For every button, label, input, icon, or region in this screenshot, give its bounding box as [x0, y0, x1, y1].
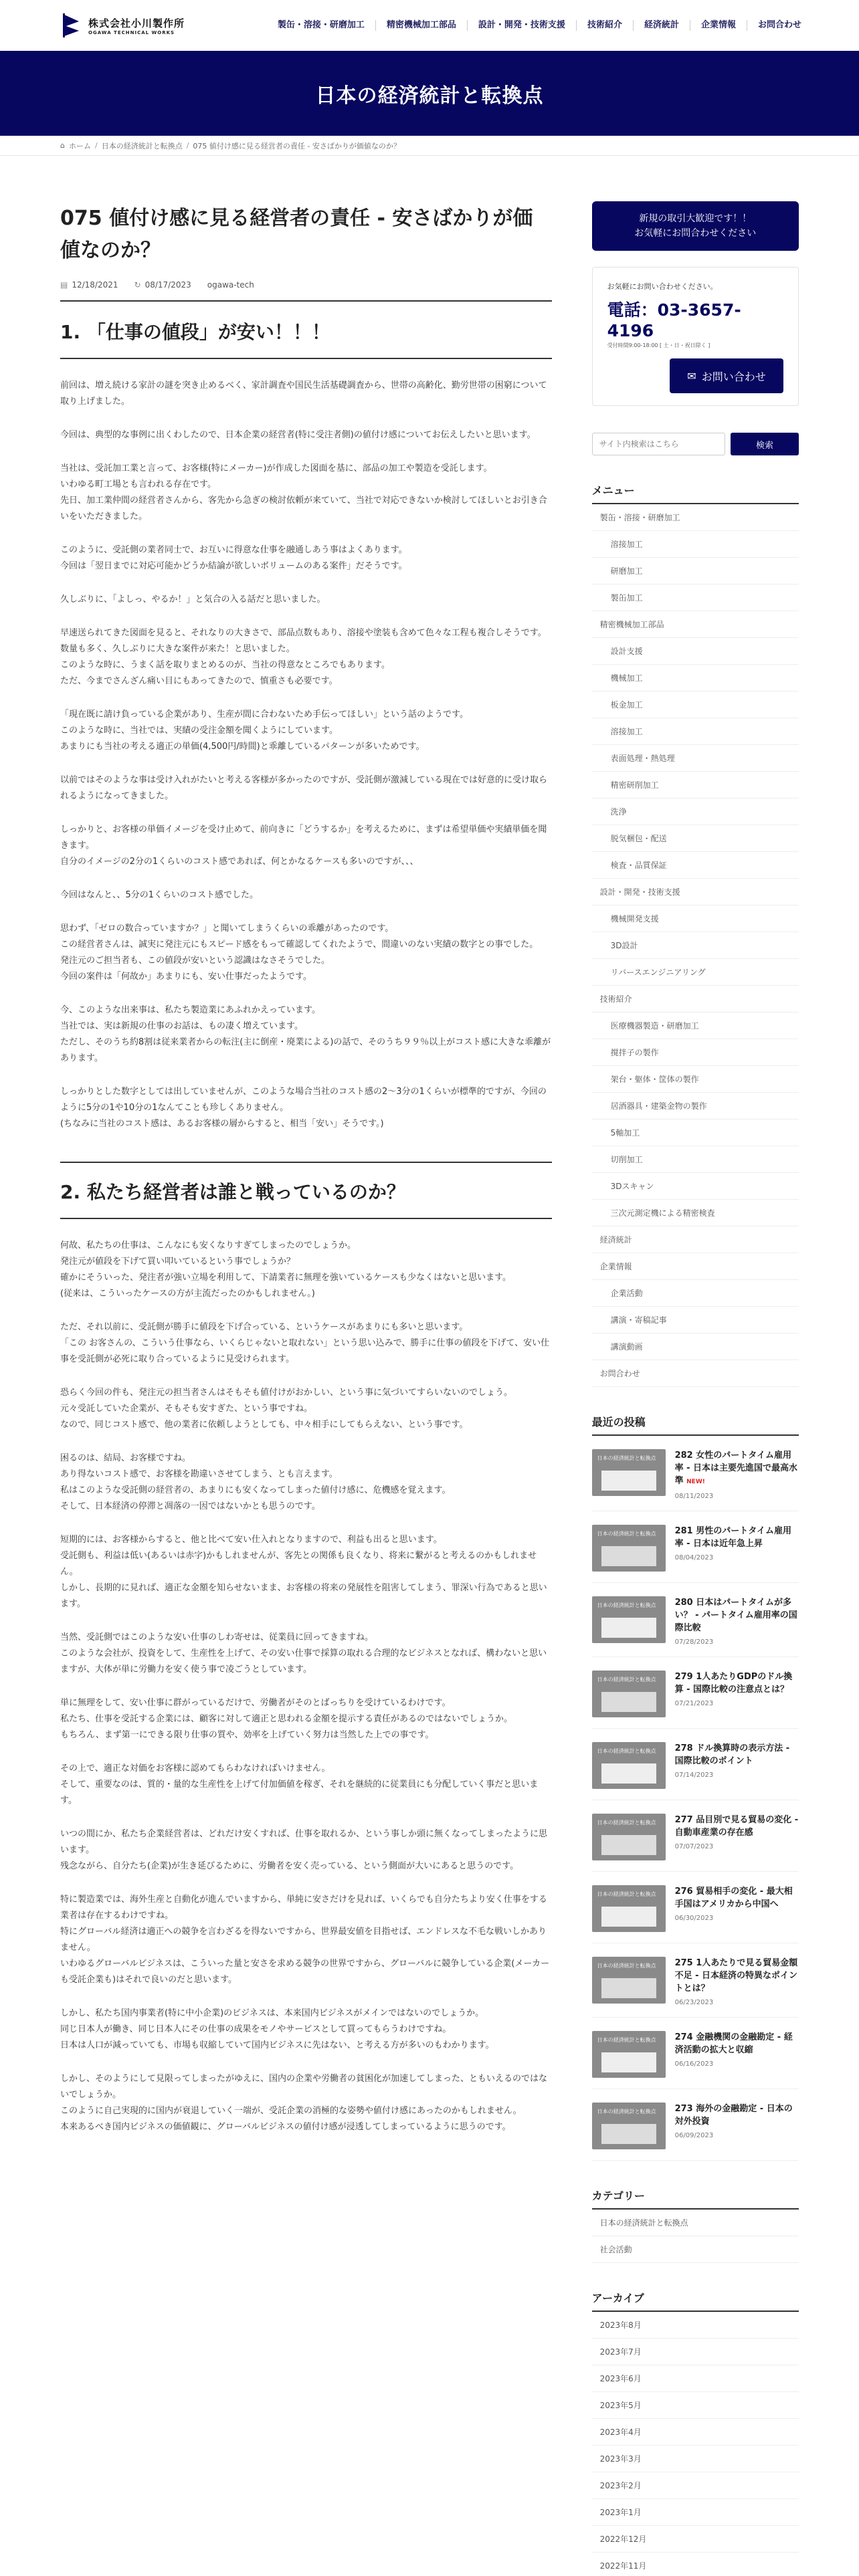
side-menu [592, 504, 799, 1387]
logo-icon [60, 12, 83, 39]
menu-item[interactable]: 脱気梱包・配送 [592, 825, 799, 852]
thumbnail-caption: 日本の経済統計と転換点 [597, 1455, 656, 1461]
recent-post-date: 06/09/2023 [674, 2132, 714, 2139]
logo-name: 株式会社小川製作所 [88, 17, 185, 29]
menu-item[interactable]: 5軸加工 [592, 1119, 799, 1146]
paragraph: 恐らく今回の件も、発注元の担当者さんはそもそも値付けがおかしい、という事に気づいてすらいないのでしょう。 元々受託していた企業が、そもそも安すぎた、という事ですね。 なので、同じコスト感で、他の業者に依頼しようとしても、中々相手にしてもらえない、という事です。 [60, 1388, 513, 1430]
recent-post[interactable] [592, 1943, 799, 2018]
menu-item[interactable]: 設計・開発・技術支援 [592, 879, 799, 905]
menu-item[interactable]: 講演動画 [592, 1333, 799, 1360]
menu-item[interactable]: 3D設計 [592, 932, 799, 959]
paragraph: しかし、私たち国内事業者(特に中小企業)のビジネスは、本来国内ビジネスがメインではないのでしょうか。 同じ日本人が働き、同じ日本人にその仕事の成果をモノやサービスとして買ってもらうわけですね。 日本は人口が減っていても、市場も収縮していて国内ビジネスに先はない、と考える方が多いのもわかります。 [60, 2008, 494, 2050]
search-input[interactable] [592, 433, 725, 455]
paragraph: このように、受託側の業者同士で、お互いに得意な仕事を融通しあう事はよくあります。 今回は「翌日までに対応可能かどうか結論が欲しいボリュームのある案件」だそうです。 [60, 545, 407, 571]
new-business-banner[interactable] [592, 201, 799, 251]
contact-button[interactable] [670, 358, 783, 393]
menu-item[interactable]: 機械加工 [592, 665, 799, 691]
archive-item[interactable]: 2023年6月 [592, 2365, 799, 2392]
archive-heading: アーカイブ [592, 2290, 799, 2312]
paragraph: 今回は、典型的な事例に出くわしたので、日本企業の経営者(特に受注者側)の値付け感についてお伝えしたいと思います。 [60, 430, 536, 440]
recent-post[interactable] [592, 1729, 799, 1800]
paragraph: 何故、私たちの仕事は、こんなにも安くなりすぎてしまったのでしょうか。 発注元が値段を下げて買い叩いているという事でしょうか？ 確かにそういった、発注者が強い立場を利用して、下請業者に無理を強いているケースも少なくはないと思います。 (従来は、こういったケースの方が主流だったのかもしれません。) [60, 1241, 512, 1299]
paragraph: 前回は、増え続ける家計の謎を突き止めるべく、家計調査や国民生活基礎調査から、世帯の高齢化、勤労世帯の困窮について取り上げました。 [60, 381, 547, 407]
breadcrumb-current: 075 値付け感に見る経営者の責任 - 安さばかりが価値なのか？ [193, 141, 401, 150]
post-thumbnail [592, 1957, 666, 2004]
recent-post[interactable] [592, 1657, 799, 1729]
section-body-1 [60, 378, 552, 1132]
breadcrumb: ⌂ ホーム / 日本の経済統計と転換点 / 075 値付け感に見る経営者の責任 - 安さばかりが価値なのか？ [0, 136, 859, 156]
menu-item[interactable]: 切削加工 [592, 1146, 799, 1173]
post-thumbnail [592, 1596, 666, 1643]
menu-item[interactable]: 研磨加工 [592, 558, 799, 584]
thumbnail-chart [601, 1763, 656, 1784]
menu-item[interactable]: 機械開発支援 [592, 905, 799, 932]
paragraph: 当然、受託側ではこのような安い仕事のしわ寄せは、従業員に回ってきますね。 このような会社が、投資をして、生産性を上げて、その安い仕事で採算の取れる合理的なビジネスとなれば、構わないと思いますが、大体が単に労働力を安く使う事で凌ごうとしています。 [60, 1632, 547, 1675]
banner-line-1: 新規の取引大歓迎です！！ [639, 213, 752, 224]
menu-item[interactable]: 精密機械加工部品 [592, 611, 799, 638]
mail-icon: ✉ [687, 369, 696, 383]
archive-item[interactable]: 2023年4月 [592, 2419, 799, 2446]
archive-item[interactable]: 2023年2月 [592, 2472, 799, 2499]
recent-post-title: 275 1人あたりで見る貿易金額不足 - 日本経済の特異なポイントとは？ [674, 1958, 798, 1994]
thumbnail-chart [601, 1618, 656, 1638]
paragraph: 今回はなんと、、5分の1くらいのコスト感でした。 [60, 890, 259, 900]
paragraph: 短期的には、お客様からすると、他と比べて安い仕入れとなりますので、利益も出ると思います。 受託側も、利益は低い(あるいは赤字)かもしれませんが、客先との関係も良くなり、将来に繋がると考えるのかもしれません。 しかし、長期的に見れば、適正な金額を知らせないまま、お客様の将来の発展性を阻害してしまう、罪深い行為であると思います。 [60, 1535, 547, 1609]
category-heading: カテゴリー [592, 2187, 799, 2210]
archive-item[interactable]: 2023年7月 [592, 2339, 799, 2365]
menu-item[interactable]: 三次元測定機による精密検査 [592, 1200, 799, 1226]
thumbnail-chart [601, 2052, 656, 2072]
paragraph: 単に無理をして、安い仕事に群がっているだけで、労働者がそのとばっちりを受けているわけです。 私たち、仕事を受託する企業には、顧客に対して適正と思われる金額を提示する責任があるのではないでしょうか。 もちろん、まず第一にできる限り仕事の質や、効率を上げていく努力は当然した上での事です。 [60, 1698, 513, 1740]
recent-post-date: 08/11/2023 [674, 1493, 714, 1500]
paragraph: その上で、適正な対価をお客様に認めてもらわなければいけません。 そして、重要なのは、質的・量的な生産性を上げて付加価値を稼ぎ、それを継続的に従業員にも分配していく事だと思います。 [60, 1763, 539, 1806]
post-meta [60, 280, 552, 302]
post-thumbnail [592, 1814, 666, 1860]
menu-item[interactable]: 洗浄 [592, 798, 799, 825]
thumbnail-caption: 日本の経済統計と転換点 [597, 2109, 656, 2115]
menu-item[interactable]: 設計支援 [592, 638, 799, 665]
recent-post[interactable] [592, 1511, 799, 1583]
recent-post-title: 279 1人あたりGDPのドル換算 - 国際比較の注意点とは？ [674, 1672, 793, 1695]
paragraph: 当社は、受託加工業と言って、お客様(特にメーカー)が作成した図面を基に、部品の加工や製造を受託します。 いわゆる町工場とも言われる存在です。 先日、加工業仲間の経営者さんから、客先から急ぎの検討依頼が来ていて、当社で対応できないか検討してほしいとお引き合いをいただきました。 [60, 463, 547, 522]
menu-item[interactable]: 講演・寄稿記事 [592, 1307, 799, 1333]
new-badge: NEW! [686, 1479, 705, 1485]
recent-post[interactable] [592, 2018, 799, 2089]
home-icon: ⌂ [60, 141, 65, 150]
recent-post-title: 273 海外の金融勘定 - 日本の対外投資 [674, 2104, 793, 2127]
post-date: 12/18/2021 [72, 280, 118, 290]
post-title: 075 値付け感に見る経営者の責任 - 安さばかりが価値なのか？ [60, 207, 533, 262]
menu-item[interactable]: 製缶加工 [592, 584, 799, 611]
thumbnail-caption: 日本の経済統計と転換点 [597, 1820, 656, 1826]
site-search [592, 433, 799, 455]
site-header [0, 0, 859, 51]
contact-hours: 受付時間9:00-18:00 [ 土・日・祝日除く ] [607, 342, 710, 348]
nav-item-design[interactable]: 設計・開発・技術支援 [468, 20, 577, 31]
paragraph: ただ、それ以前に、受託側が勝手に値段を下げ合っている、というケースがあまりにも多いと思います。 「この お客さんの、こういう仕事なら、いくらじゃないと取れない」という思い込みで、勝手に仕事の値段を下げて、安い仕事を受託側が必死に取り合っているように見受けられます。 [60, 1322, 550, 1364]
contact-phone: 電話：03-3657-4196 [607, 300, 741, 340]
menu-item[interactable]: 企業情報 [592, 1253, 799, 1280]
thumbnail-caption: 日本の経済統計と転換点 [597, 1531, 656, 1537]
calendar-icon: ▤ [60, 280, 68, 290]
recent-post[interactable] [592, 1583, 799, 1657]
menu-item[interactable]: 医療機器製造・研磨加工 [592, 1012, 799, 1039]
recent-post-title: 278 ドル換算時の表示方法 - 国際比較のポイント [674, 1743, 790, 1766]
menu-item[interactable]: 精密研削加工 [592, 772, 799, 798]
post-thumbnail [592, 1742, 666, 1789]
menu-item[interactable]: 居酒器具・建築金物の製作 [592, 1093, 799, 1119]
menu-item[interactable]: 企業活動 [592, 1280, 799, 1307]
thumbnail-caption: 日本の経済統計と転換点 [597, 2037, 656, 2043]
menu-item[interactable]: 3Dスキャン [592, 1173, 799, 1200]
menu-item[interactable]: 製缶・溶接・研磨加工 [592, 504, 799, 531]
paragraph: 久しぶりに、「よしっ、やるか！」と気合の入る話だと思いました。 [60, 595, 326, 605]
recent-posts [592, 1436, 799, 2161]
global-nav [267, 20, 812, 31]
recent-heading: 最近の投稿 [592, 1414, 799, 1436]
recent-post[interactable] [592, 1872, 799, 1943]
recent-post-date: 07/28/2023 [674, 1638, 714, 1646]
recent-post-date: 07/14/2023 [674, 1772, 714, 1779]
thumbnail-caption: 日本の経済統計と転換点 [597, 1891, 656, 1897]
paragraph: 早速送られてきた図面を見ると、それなりの大きさで、部品点数もあり、溶接や塗装も含めて色々な工程も複合しそうです。 数量も多く、久しぶりに大きな案件が来た！と思いました。 このような時に、うまく話を取りまとめるのが、当社の得意なところでもあります。 ただ、今までさんざん痛い目にもあってきたので、慎重さも必要です。 [60, 628, 547, 686]
paragraph: しっかりと、お客様の単価イメージを受け止めて、前向きに「どうするか」を考えるために、まずは希望単価や実績単価を聞きます。 自分のイメージの2分の1くらいのコスト感であれば、何とかなるケースも多いのですが、、、 [60, 825, 547, 867]
recent-post-date: 08/04/2023 [674, 1554, 714, 1562]
recent-post-title: 274 金融機関の金融勘定 - 経済活動の拡大と収縮 [674, 2032, 793, 2055]
section-body-2 [60, 1238, 552, 2135]
section-heading-2: 2. 私たち経営者は誰と戦っているのか？ [60, 1162, 552, 1219]
banner-line-2: お気軽にお問合わせください [634, 228, 757, 239]
menu-item[interactable]: 技術紹介 [592, 986, 799, 1012]
menu-item[interactable]: 溶接加工 [592, 531, 799, 558]
menu-item[interactable]: 撹拌子の製作 [592, 1039, 799, 1066]
paragraph: いつの間にか、私たち企業経営者は、どれだけ安くすれば、仕事を取れるか、という事しか頭に無くなってしまったように思います。 残念ながら、自分たち(企業)が生き延びるために、労働者を安く売っている、という側面が大いにあると思うのです。 [60, 1829, 548, 1871]
paragraph: しっかりとした数字としては出していませんが、このような場合当社のコスト感の2〜3分の1くらいが標準的ですが、今回のように5分の1や10分の1なんてことも珍しくありません。 (ちなみに当社のコスト感は、あるお客様の層からすると、相当「安い」そうです。) [60, 1087, 547, 1129]
post-author: ogawa-tech [207, 280, 254, 290]
nav-item-welding[interactable]: 製缶・溶接・研磨加工 [267, 20, 376, 31]
refresh-icon: ↻ [134, 280, 141, 290]
breadcrumb-home[interactable]: ホーム [68, 141, 91, 150]
recent-post-title: 280 日本はパートタイムが多い？ - パートタイム雇用率の国際比較 [674, 1598, 797, 1633]
post-thumbnail [592, 1525, 666, 1572]
sidebar [592, 156, 799, 2576]
thumbnail-chart [601, 1907, 656, 1927]
menu-item[interactable]: お問合わせ [592, 1360, 799, 1387]
archive-item[interactable]: 2023年8月 [592, 2312, 799, 2339]
post-thumbnail [592, 1671, 666, 1717]
thumbnail-caption: 日本の経済統計と転換点 [597, 1748, 656, 1754]
section-heading-1: 1. 「仕事の値段」が安い！！！ [60, 318, 552, 359]
breadcrumb-category[interactable]: 日本の経済統計と転換点 [101, 141, 183, 150]
recent-post-date: 06/23/2023 [674, 1999, 714, 2006]
post-thumbnail [592, 2031, 666, 2078]
archive-item[interactable]: 2023年1月 [592, 2499, 799, 2526]
nav-item-contact[interactable]: お問合わせ [757, 20, 801, 30]
archive-item[interactable]: 2023年3月 [592, 2446, 799, 2472]
site-logo[interactable] [60, 12, 185, 39]
archive-item[interactable]: 2022年12月 [592, 2526, 799, 2553]
paragraph: 特に製造業では、海外生産と自動化が進んでいますから、単純に安さだけを見れば、いくらでも自分たちより安く仕事をする業者は存在するわけですね。 特にグローバル経済は適正への競争を言わざるを得ないですから、世界最安値を目指せば、エンドレスな不毛な戦いしかありません。 いわゆるグローバルビジネスは、こういった量と安さを求める競争の世界ですから、グローバルに競争している企業(メーカーも受託企業も)はそれで良いのだと思います。 [60, 1895, 550, 1985]
paragraph: 「現在既に請け負っている企業があり、生産が間に合わないため手伝ってほしい」という話のようです。 このような時に、当社では、実績の受注金額を聞くようにしています。 あまりにも当社の考える適正の単価(4,500円/時間)と乖離しているパターンが多いためです。 [60, 710, 468, 752]
menu-item[interactable]: 溶接加工 [592, 718, 799, 745]
category-list [592, 2210, 799, 2263]
thumbnail-chart [601, 1835, 656, 1855]
menu-item[interactable]: 検査・品質保証 [592, 852, 799, 879]
post-thumbnail [592, 1885, 666, 1932]
thumbnail-chart [601, 2124, 656, 2144]
recent-post-date: 07/07/2023 [674, 1843, 714, 1850]
contact-lead: お気軽にお問い合わせください。 [607, 282, 718, 291]
nav-item-precision[interactable]: 精密機械加工部品 [376, 20, 468, 31]
menu-item[interactable]: 板金加工 [592, 691, 799, 718]
hero-banner [0, 51, 859, 136]
paragraph: 今、このような出来事は、私たち製造業にあふれかえっています。 当社では、実は新規の仕事のお話は、もの凄く増えています。 ただし、そのうち約8割は従来業者からの転注(主に倒産・廃業による)の話で、そのうち９９％以上がコスト感に大きな乖離があります。 [60, 1005, 551, 1063]
thumbnail-chart [601, 1471, 656, 1491]
recent-post-title: 282 女性のパートタイム雇用率 - 日本は主要先進国で最高水準 [674, 1451, 798, 1486]
nav-item-company[interactable]: 企業情報 [690, 20, 747, 31]
menu-item[interactable]: リバースエンジニアリング [592, 959, 799, 986]
thumbnail-caption: 日本の経済統計と転換点 [597, 1602, 656, 1608]
archive-item[interactable]: 2023年5月 [592, 2392, 799, 2419]
archive-list [592, 2312, 799, 2576]
menu-item[interactable]: 架台・躯体・筐体の製作 [592, 1066, 799, 1093]
category-item[interactable]: 日本の経済統計と転換点 [592, 2210, 799, 2236]
recent-post-title: 281 男性のパートタイム雇用率 - 日本は近年急上昇 [674, 1526, 791, 1549]
archive-item[interactable]: 2022年11月 [592, 2553, 799, 2576]
recent-post[interactable] [592, 1436, 799, 1511]
recent-post-title: 277 品目別で見る貿易の変化 - 自動車産業の存在感 [674, 1815, 799, 1838]
contact-button-label: お問い合わせ [701, 370, 766, 383]
menu-item[interactable]: 経済統計 [592, 1226, 799, 1253]
thumbnail-chart [601, 1546, 656, 1566]
post-updated: 08/17/2023 [145, 280, 191, 290]
paragraph: 困るのは、結局、お客様ですね。 あり得ないコスト感で、お客様を勘違いさせてしまう、とも言えます。 私はこのような受託側の経営者の、あまりにも安くなってしまった値付け感に、危機感を覚えます。 そして、日本経済の停滞と凋落の一因ではないかとも思うのです。 [60, 1453, 451, 1511]
hero-title: 日本の経済統計と転換点 [315, 84, 544, 108]
thumbnail-chart [601, 1978, 656, 1998]
recent-post[interactable] [592, 2089, 799, 2161]
thumbnail-caption: 日本の経済統計と転換点 [597, 1963, 656, 1969]
logo-sub: OGAWA TECHNICAL WORKS [88, 29, 175, 35]
article [60, 156, 552, 2576]
recent-post[interactable] [592, 1800, 799, 1872]
paragraph: 以前ではそのような事は受け入れがたいと考える客様が多かったのですが、受託側が激減している現在では好意的に受け取られるようになってきました。 [60, 775, 548, 801]
menu-item[interactable]: 表面処理・熱処理 [592, 745, 799, 772]
post-thumbnail [592, 2103, 666, 2149]
recent-post-title: 276 貿易相手の変化 - 最大相手国はアメリカから中国へ [674, 1887, 793, 1909]
nav-item-stats[interactable]: 経済統計 [634, 20, 690, 31]
contact-box [592, 267, 799, 406]
paragraph: 思わず、「ゼロの数合っていますか？」と聞いてしまうくらいの乖離があったのです。 この経営者さんは、誠実に発注元にもスピード感をもって確認してくれたようで、間違いのない実績の数字との事でした。 発注元のご担当者も、この値段が安いという認識はなさそうでした。 今回の案件は「何故か」あまりにも、安い仕事だったようです。 [60, 924, 539, 982]
recent-post-date: 06/16/2023 [674, 2060, 714, 2068]
search-button[interactable]: 検索 [731, 433, 799, 455]
category-item[interactable]: 社会活動 [592, 2236, 799, 2263]
paragraph: しかし、そのようにして見限ってしまったがゆえに、国内の企業や労働者の貧困化が加速してしまった、ともいえるのではないでしょうか。 このように自己実現的に国内が衰退していく一端が、受託企業の消極的な姿勢や値付け感にあったのかもしれません。 本来あるべき国内ビジネスの価値観に、グローバルビジネスの値付け感が浸透してしまっているように思うのです。 [60, 2074, 548, 2132]
post-thumbnail [592, 1449, 666, 1496]
nav-item-tech[interactable]: 技術紹介 [577, 20, 634, 31]
thumbnail-caption: 日本の経済統計と転換点 [597, 1677, 656, 1683]
thumbnail-chart [601, 1692, 656, 1712]
menu-heading: メニュー [592, 482, 799, 504]
recent-post-date: 06/30/2023 [674, 1915, 714, 1922]
recent-post-date: 07/21/2023 [674, 1700, 714, 1707]
